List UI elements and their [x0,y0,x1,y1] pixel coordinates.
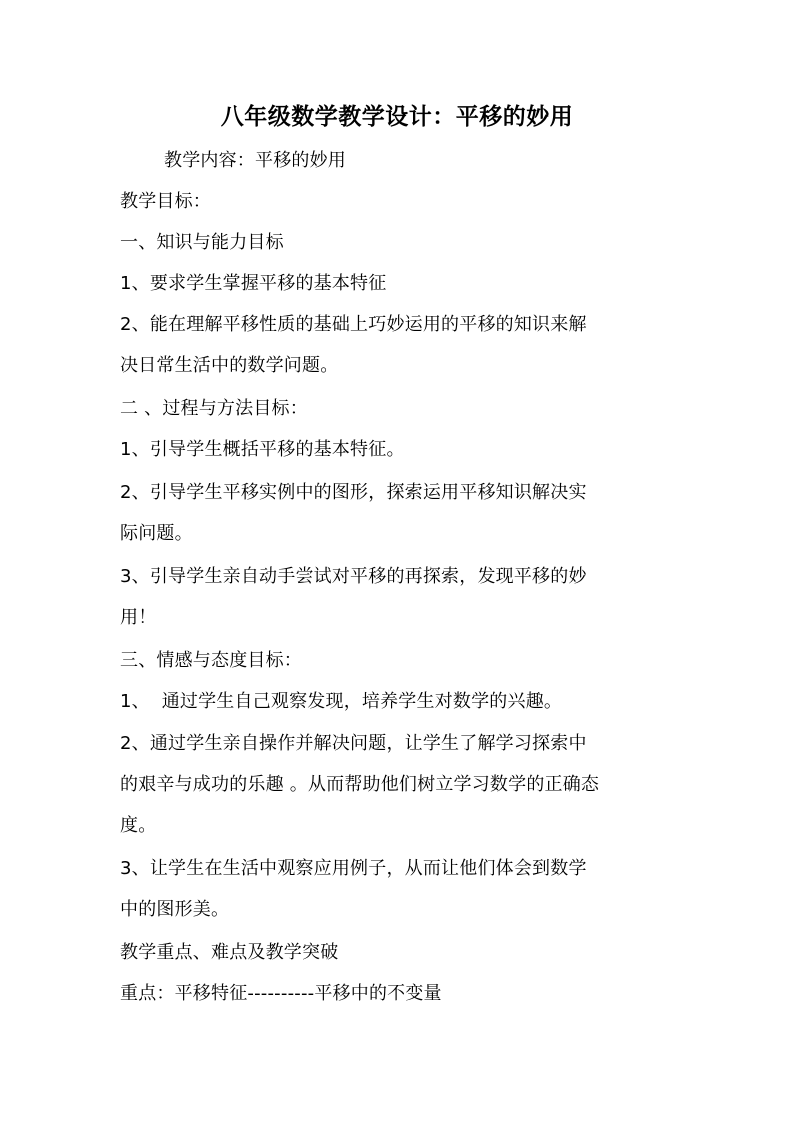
section2-heading [120,388,680,429]
section2-item2-line1: 2、引导学生平移实例中的图形，探索运用平移知识解决实 [120,482,587,503]
objectives-heading-text: 教学目标： [120,191,211,212]
objectives-heading [120,181,680,222]
section2-item3-line2: 用！ [120,607,157,628]
section3-item2 [120,723,680,846]
section1-heading [120,222,680,263]
section2-item2 [120,472,680,554]
section3-item3-line2: 中的图形美。 [120,899,230,920]
section2-heading-text: 二 、过程与方法目标： [120,398,308,419]
section1-item2-line2: 决日常生活中的数学问题。 [120,355,339,376]
section3-item3-line1: 3、让学生在生活中观察应用例子，从而让他们体会到数学 [120,858,587,879]
key-point [120,973,680,1014]
section2-item1 [120,429,680,470]
section2-item2-line2: 际问题。 [120,523,193,544]
section3-item2-line2: 的艰辛与成功的乐趣 。从而帮助他们树立学习数学的正确态 [120,774,600,795]
key-point-text: 重点：平移特征----------平移中的不变量 [120,983,442,1004]
document-title: 八年级数学教学设计：平移的妙用 [220,103,574,130]
section1-item1-text: 1、要求学生掌握平移的基本特征 [120,273,387,294]
section3-heading-text: 三、情感与态度目标： [120,650,302,671]
section1-item2 [120,304,680,386]
section2-item3 [120,556,680,638]
section3-item1-text: 1、 通过学生自己观察发现，培养学生对数学的兴趣。 [120,691,563,712]
section3-item2-line3: 度。 [120,815,157,836]
section1-item1 [120,263,680,304]
section3-item2-line1: 2、通过学生亲自操作并解决问题，让学生了解学习探索中 [120,733,587,754]
key-points-heading [120,932,680,973]
section3-heading [120,640,680,681]
section2-item1-text: 1、引导学生概括平移的基本特征。 [120,439,405,460]
teaching-content [164,140,724,181]
section3-item1 [120,681,680,722]
section1-item2-line1: 2、能在理解平移性质的基础上巧妙运用的平移的知识来解 [120,314,587,335]
key-points-heading-text: 教学重点、难点及教学突破 [120,942,339,963]
teaching-content-text: 教学内容：平移的妙用 [164,150,346,171]
section2-item3-line1: 3、引导学生亲自动手尝试对平移的再探索，发现平移的妙 [120,566,587,587]
section1-heading-text: 一、知识与能力目标 [120,232,284,253]
section3-item3 [120,848,680,930]
